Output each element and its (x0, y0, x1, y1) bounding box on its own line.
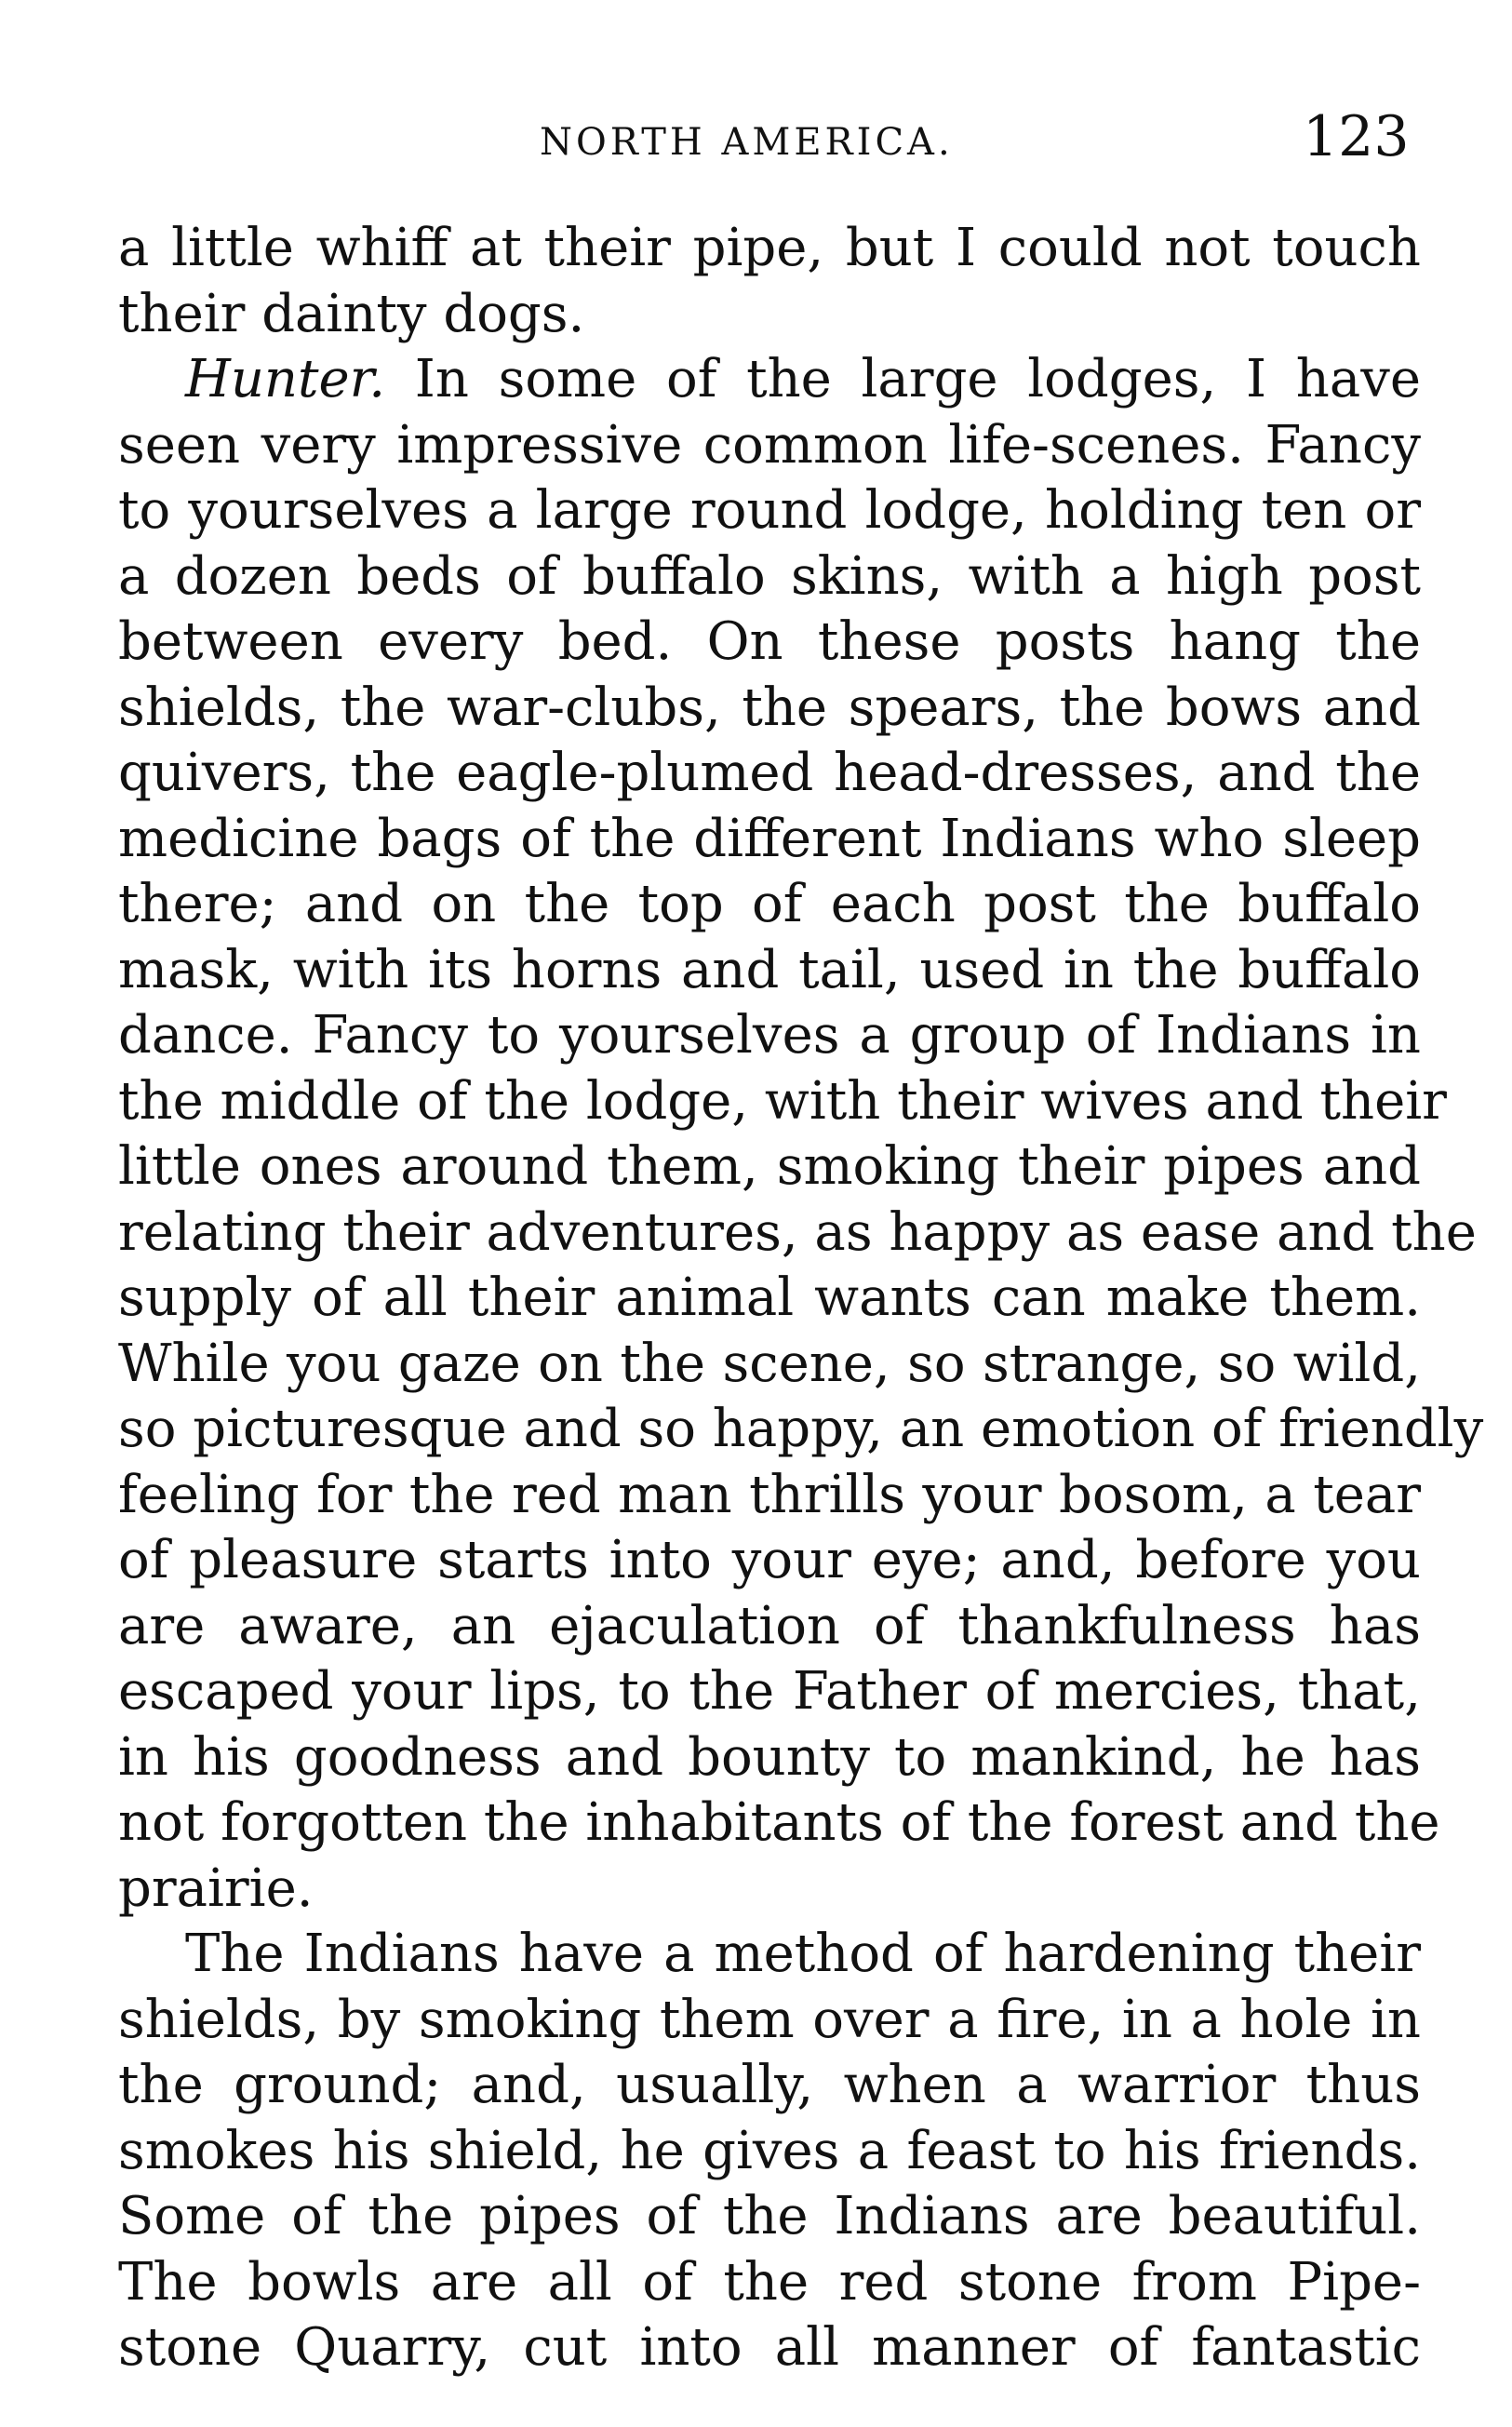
text-line: feeling for the red man thrills your bosom, a tear (118, 1464, 1421, 1525)
text-line: stone Quarry, cut into all manner of fantastic (118, 2317, 1421, 2378)
speaker-name: Hunter. (185, 349, 386, 409)
text-line: supply of all their animal wants can make them. (118, 1267, 1421, 1328)
text-line: escaped your lips, to the Father of mercies, that, (118, 1661, 1421, 1722)
text-line: a dozen beds of buffalo skins, with a high post (118, 545, 1421, 607)
text-line-rest: In some of the large lodges, I have (385, 349, 1421, 409)
text-line: the ground; and, usually, when a warrior thus (118, 2055, 1421, 2115)
text-line: quivers, the eagle-plumed head-dresses, and the (118, 743, 1421, 803)
text-line: in his goodness and bounty to mankind, he has (118, 1726, 1421, 1788)
text-line: dance. Fancy to yourselves a group of Indians in (118, 1005, 1421, 1066)
text-line: their dainty dogs. (118, 283, 585, 344)
text-line: to yourselves a large round lodge, holding ten or (118, 480, 1421, 541)
text-line: so picturesque and so happy, an emotion of friendly (118, 1399, 1484, 1459)
text-line: medicine bags of the different Indians who sleep (118, 808, 1421, 869)
text-line: smokes his shield, he gives a feast to his friends. (118, 2120, 1421, 2181)
text-line: seen very impressive common life-scenes. Fancy (118, 414, 1421, 476)
text-line: there; and on the top of each post the buffalo (118, 874, 1421, 934)
text-line: of pleasure starts into your eye; and, before you (118, 1530, 1421, 1590)
page-number: 123 (1303, 104, 1410, 169)
running-head (0, 104, 1512, 169)
text-line: relating their adventures, as happy as ease and the (118, 1201, 1477, 1263)
text-line: shields, the war-clubs, the spears, the bows and (118, 677, 1421, 738)
text-line: shields, by smoking them over a fire, in a hole in (118, 1989, 1421, 2050)
text-line: not forgotten the inhabitants of the forest and the (118, 1792, 1440, 1853)
text-line: The Indians have a method of hardening their (185, 1924, 1421, 1984)
text-line: the middle of the lodge, with their wives and their (118, 1070, 1447, 1132)
text-line: a little whiff at their pipe, but I could not touch (118, 218, 1421, 278)
running-title: NORTH AMERICA. (540, 121, 954, 164)
text-line: little ones around them, smoking their pipes and (118, 1136, 1421, 1197)
text-line-hunter (118, 347, 1421, 413)
text-line: between every bed. On these posts hang the (118, 611, 1421, 672)
body-text (118, 216, 1484, 2381)
text-line: mask, with its horns and tail, used in the buffalo (118, 939, 1421, 1000)
text-line: prairie. (118, 1857, 314, 1919)
text-line: Some of the pipes of the Indians are beautiful. (118, 2186, 1421, 2246)
text-line: While you gaze on the scene, so strange, so wild, (118, 1333, 1421, 1394)
text-line: are aware, an ejaculation of thankfulness has (118, 1595, 1421, 1656)
text-line: The bowls are all of the red stone from Pipe- (118, 2251, 1421, 2313)
